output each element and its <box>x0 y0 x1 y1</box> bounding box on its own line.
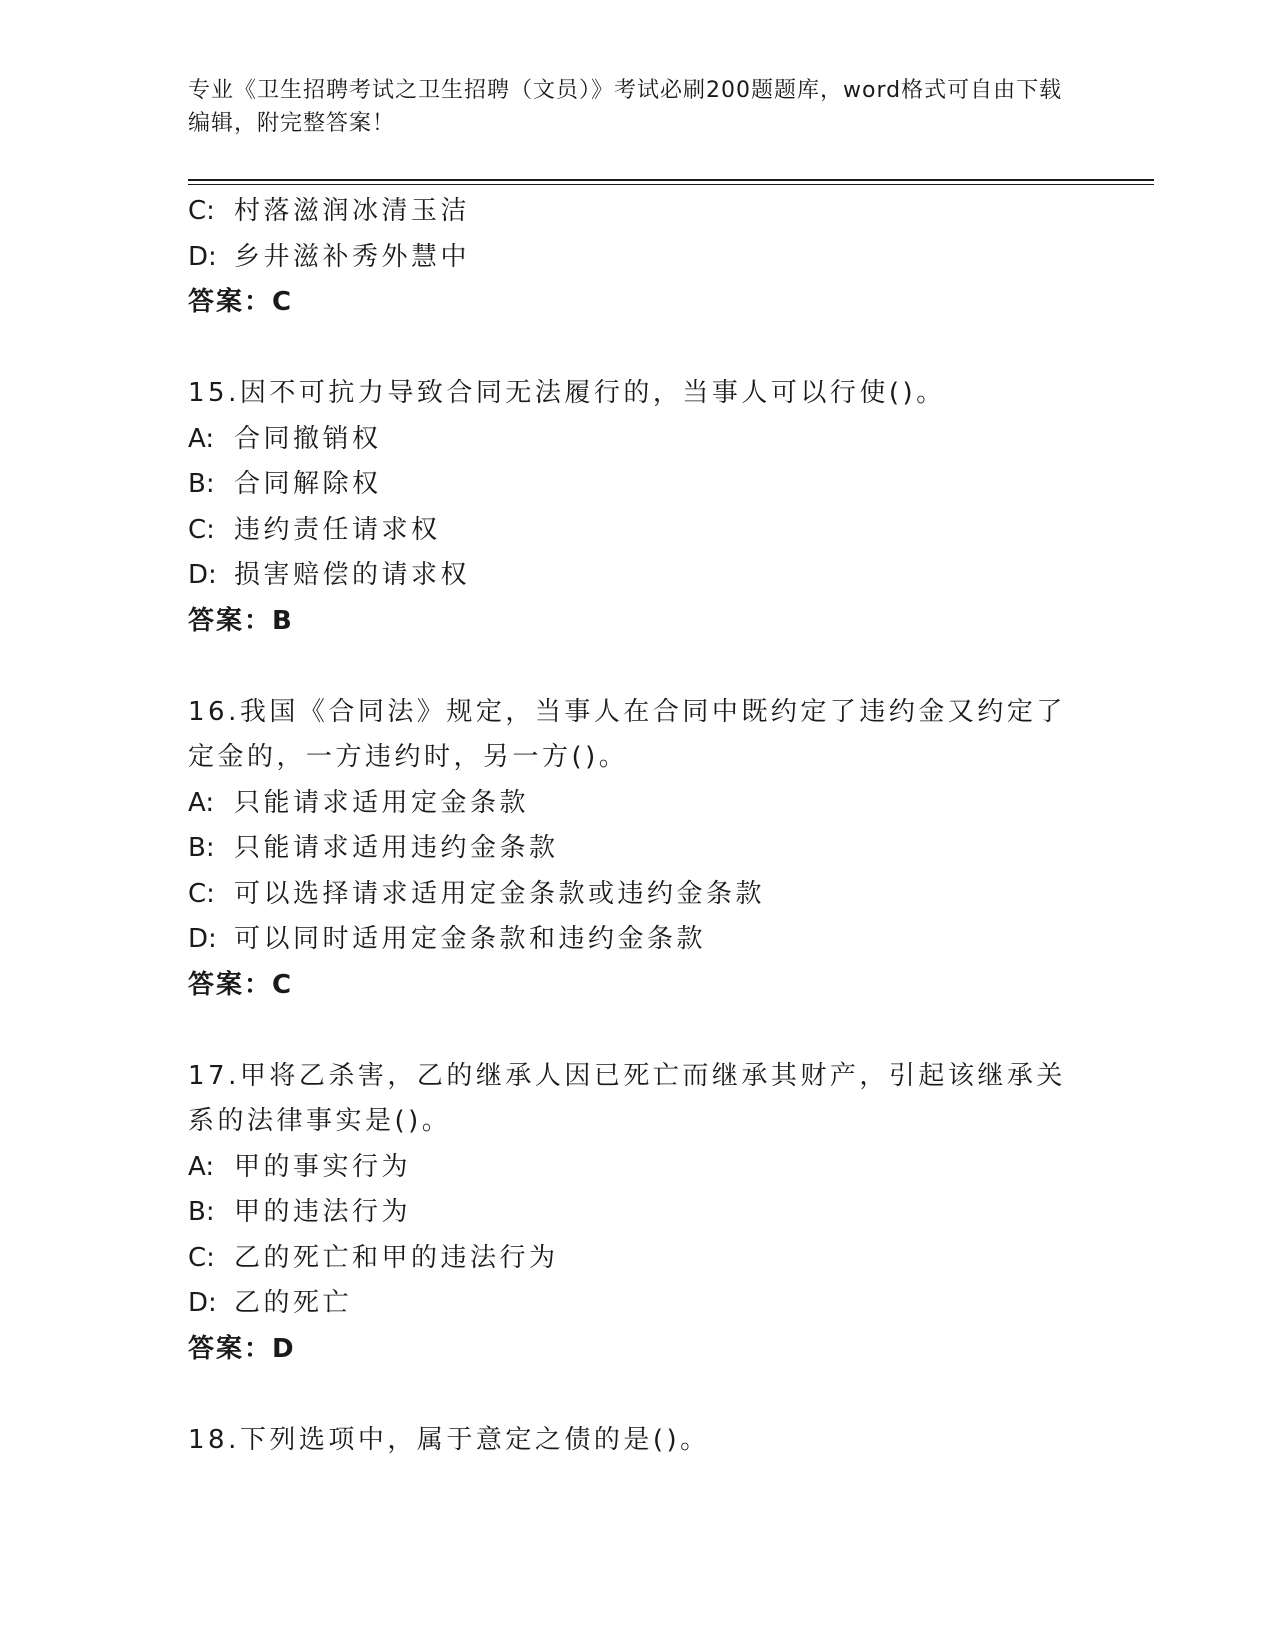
answer-line: 答案：C <box>188 287 294 317</box>
header-divider-thick <box>188 179 1154 181</box>
option-d: D: 损害赔偿的请求权 <box>188 560 471 590</box>
option-c: C: 违约责任请求权 <box>188 514 441 545</box>
question-text: 15.因不可抗力导致合同无法履行的，当事人可以行使()。 <box>188 378 946 408</box>
option-a: A: 只能请求适用定金条款 <box>188 787 530 818</box>
option-c: C: 乙的死亡和甲的违法行为 <box>188 1242 559 1273</box>
answer-line: 答案：D <box>188 1333 296 1364</box>
option-a: A: 甲的事实行为 <box>188 1151 412 1182</box>
option-d: D: 乙的死亡 <box>188 1288 353 1318</box>
spacer <box>188 326 1088 372</box>
option-d: D: 可以同时适用定金条款和违约金条款 <box>188 924 707 954</box>
option-c: C: 村落滋润冰清玉洁 <box>188 196 471 226</box>
question-text: 18.下列选项中，属于意定之债的是()。 <box>188 1424 710 1455</box>
option-b: B: 只能请求适用违约金条款 <box>188 833 559 863</box>
question-content <box>188 189 1088 1463</box>
option-b: B: 甲的违法行为 <box>188 1197 412 1227</box>
option-b: B: 合同解除权 <box>188 469 382 499</box>
question-text: 16.我国《合同法》规定，当事人在合同中既约定了违约金又约定了定金的，一方违约时，另一方()。 <box>188 696 1066 772</box>
spacer <box>188 1008 1088 1054</box>
option-c: C: 可以选择请求适用定金条款或违约金条款 <box>188 878 766 909</box>
option-d: D: 乡井滋补秀外慧中 <box>188 241 471 272</box>
document-header: 专业《卫生招聘考试之卫生招聘（文员）》考试必刷200题题库，word格式可自由下载编辑，附完整答案！ <box>188 78 1063 136</box>
question-block-16 <box>188 690 1088 1009</box>
question-text: 17.甲将乙杀害，乙的继承人因已死亡而继承其财产，引起该继承关系的法律事实是()。 <box>188 1060 1066 1136</box>
spacer <box>188 644 1088 690</box>
question-block-14 <box>188 189 1088 326</box>
answer-line: 答案：B <box>188 605 294 636</box>
option-a: A: 合同撤销权 <box>188 423 382 454</box>
question-block-15 <box>188 371 1088 644</box>
question-block-17 <box>188 1054 1088 1373</box>
header-divider-thin <box>188 184 1154 185</box>
answer-line: 答案：C <box>188 969 294 1000</box>
spacer <box>188 1372 1088 1418</box>
question-block-18 <box>188 1418 1088 1464</box>
